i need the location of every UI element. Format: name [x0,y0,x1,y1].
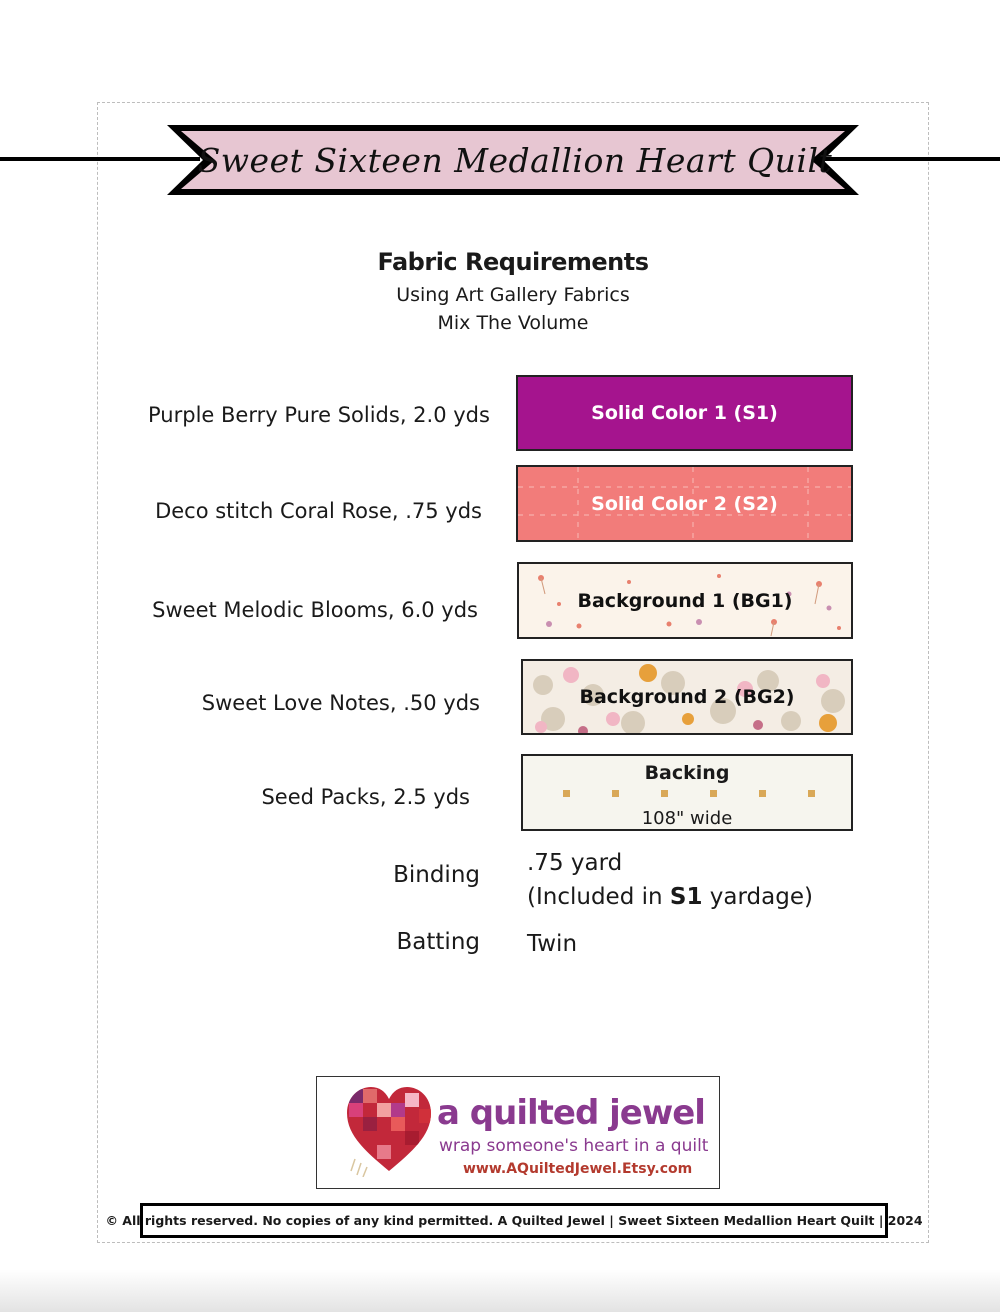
fabric-label-s1: Purple Berry Pure Solids, 2.0 yds [148,403,490,427]
batting-label: Batting [396,929,480,955]
swatch-label-s1: Solid Color 1 (S1) [591,402,778,424]
binding-yardage: .75 yard [527,850,623,876]
swatch-label-bg1: Background 1 (BG1) [577,589,793,612]
logo-tagline: wrap someone's heart in a quilt [439,1136,709,1156]
fabric-label-bg2: Sweet Love Notes, .50 yds [201,691,480,715]
binding-note [527,884,813,910]
binding-label: Binding [393,862,480,888]
swatch-label-s2: Solid Color 2 (S2) [591,492,778,515]
logo-url[interactable]: www.AQuiltedJewel.Etsy.com [463,1161,693,1177]
swatch-bg2 [521,659,853,735]
binding-note-post: yardage) [702,884,813,910]
fabric-label-bg1: Sweet Melodic Blooms, 6.0 yds [152,598,478,622]
banner-title: Sweet Sixteen Medallion Heart Quilt [197,140,833,180]
logo-name: a quilted jewel [437,1093,705,1133]
swatch-s2 [516,465,853,542]
bottom-fade [0,1270,1000,1312]
fabric-label-s2: Deco stitch Coral Rose, .75 yds [155,499,482,523]
swatch-label-backing: Backing [644,762,730,784]
binding-note-bold: S1 [669,884,703,910]
subtitle-collection: Mix The Volume [437,312,589,334]
swatch-backing [521,754,853,831]
quilted-heart-icon [345,1085,433,1177]
backing-width: 108" wide [641,808,733,829]
subtitle-fabric-line: Using Art Gallery Fabrics [396,284,630,306]
copyright-footer: © All rights reserved. No copies of any kind permitted. A Quilted Jewel | Sweet Sixteen Medallion Heart Quilt | 2024 [140,1203,888,1238]
batting-value: Twin [527,931,578,957]
swatch-bg1 [517,562,853,639]
binding-note-pre: (Included in [527,884,670,910]
swatch-s1 [516,375,853,451]
page-title: Fabric Requirements [377,248,649,276]
logo-box [316,1076,720,1189]
fabric-label-backing: Seed Packs, 2.5 yds [261,785,470,809]
swatch-label-bg2: Background 2 (BG2) [579,686,795,708]
